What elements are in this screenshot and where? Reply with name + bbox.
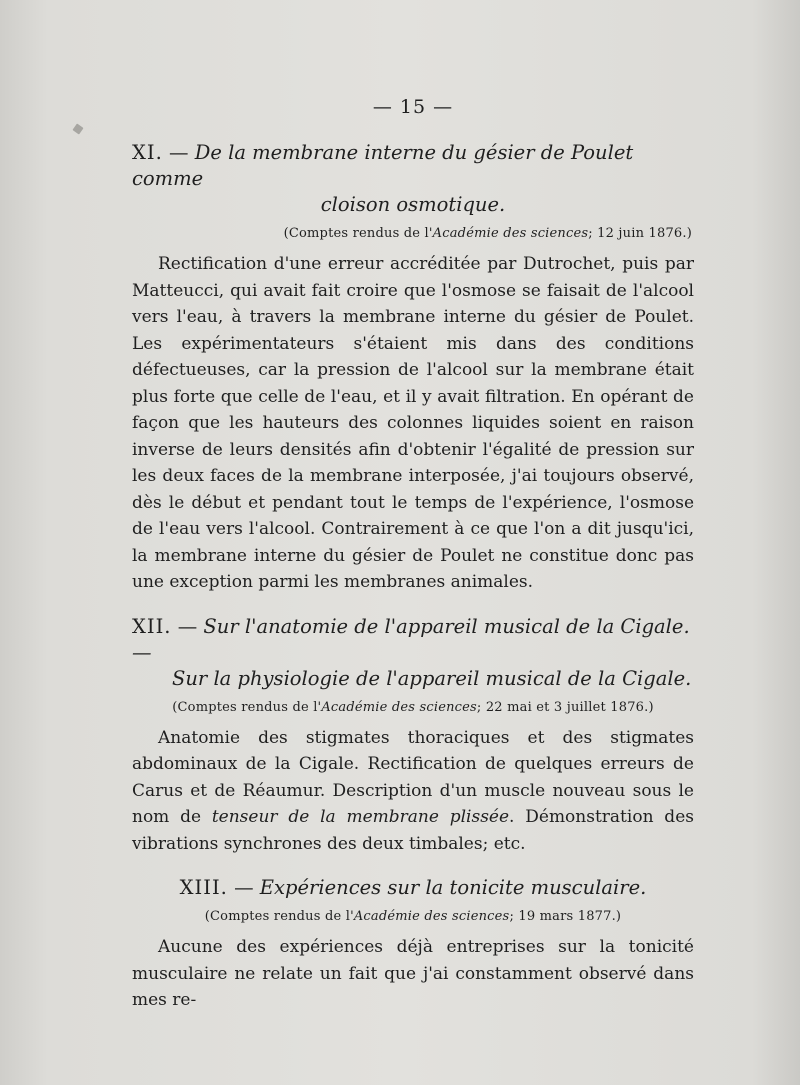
section-body: Aucune des expériences déjà entreprises sur la tonicité musculaire ne relate un fait que j'ai constamment observé dans mes re- xyxy=(132,937,694,1010)
section-body xyxy=(132,725,694,858)
section-number: XIII. xyxy=(179,876,228,899)
section-number: XI. xyxy=(132,141,163,164)
page-number: — 15 — xyxy=(372,96,454,118)
section-xii-heading xyxy=(132,614,694,692)
source-suffix: ; 19 mars 1877.) xyxy=(509,909,622,924)
source-academy: Académie des sciences xyxy=(432,226,589,241)
heading-dash: — xyxy=(169,141,189,164)
section-xiii-heading xyxy=(132,875,694,901)
heading-dash: — xyxy=(234,876,254,899)
section-body: Rectification d'une erreur accréditée par Dutrochet, puis par Matteucci, qui avait fait croire que l'osmose se faisait de l'alcool vers l'eau, à travers la membrane interne du gésier de Poulet. Les expérimentateurs s'étaient mis dans des conditions défectueuses, car la pression de l'alcool sur la membrane était plus forte que celle de l'eau, et il y avait filtration. En opérant de façon que les hauteurs des colonnes liquides soient en raison inverse de leurs densités afin d'obtenir l'égalité de pression sur les deux faces de la membrane interposée, j'ai toujours observé, dès le début et pendant tout le temps de l'expérience, l'osmose de l'eau vers l'alcool. Contrairement à ce que l'on a dit jusqu'ici, la membrane interne du gésier de Poulet ne constitue donc pas une exception parmi les membranes animales. xyxy=(132,254,694,592)
section-xiii xyxy=(132,875,694,1014)
source-academy: Académie des sciences xyxy=(321,699,477,715)
section-source xyxy=(132,226,694,241)
source-prefix: (Comptes rendus de l' xyxy=(172,699,322,715)
section-title-line1: Expériences sur la tonicite musculaire. xyxy=(259,876,647,899)
section-number: XII. xyxy=(132,614,172,638)
section-source xyxy=(132,909,694,924)
body-emphasis: tenseur de la membrane plissée xyxy=(211,807,510,827)
section-xi xyxy=(132,140,694,596)
section-xi-heading xyxy=(132,140,694,218)
page-content xyxy=(132,96,694,1032)
section-xii xyxy=(132,614,694,858)
source-academy: Académie des sciences xyxy=(353,909,510,924)
source-suffix: ; 22 mai et 3 juillet 1876.) xyxy=(476,699,654,715)
ink-speck xyxy=(72,123,83,134)
source-prefix: (Comptes rendus de l' xyxy=(204,909,354,924)
section-title-line1: De la membrane interne du gésier de Poulet comme xyxy=(132,141,634,190)
section-title-line2: cloison osmotique. xyxy=(320,193,506,216)
section-source xyxy=(132,700,694,715)
section-title-line2: Sur la physiologie de l'appareil musical de la Cigale. xyxy=(172,666,692,690)
body-after: . Démonstration des vibrations synchrones des deux timbales; etc. xyxy=(132,807,694,854)
source-prefix: (Comptes rendus de l' xyxy=(283,226,433,241)
source-suffix: ; 12 juin 1876.) xyxy=(588,226,692,241)
heading-dash: — xyxy=(177,614,198,638)
section-title-line1: Sur l'anatomie de l'appareil musical de la Cigale. — xyxy=(132,614,690,664)
body-before: Anatomie des stigmates thoraciques et des stigmates abdominaux de la Cigale. Rectification de quelques erreurs de Carus et de Réaumur. Description d'un muscle nouveau sous le nom de xyxy=(132,727,694,827)
